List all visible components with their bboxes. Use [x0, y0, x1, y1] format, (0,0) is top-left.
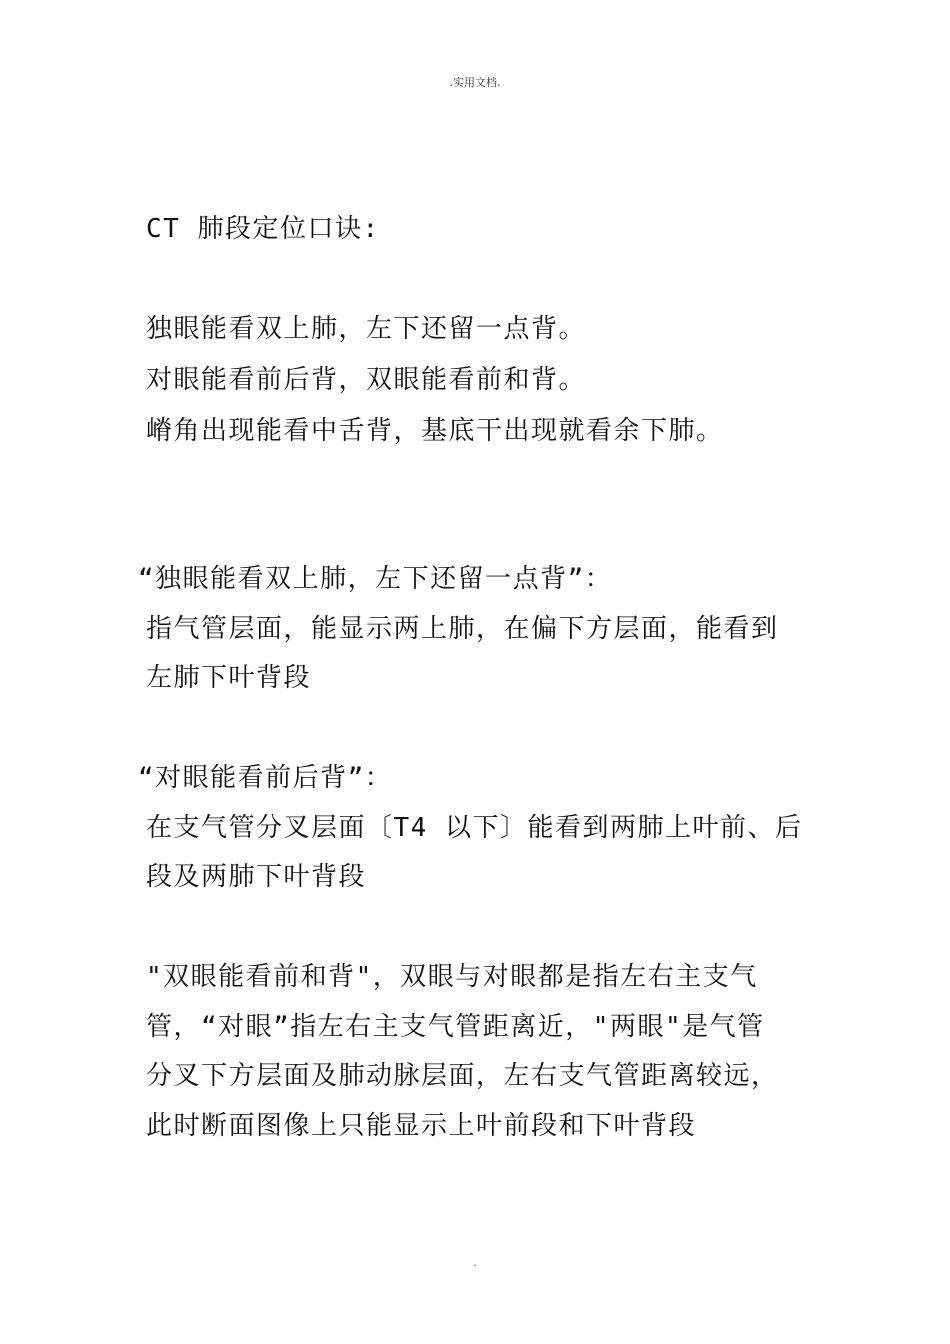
section3-text: 此时断面图像上只能显示上叶前段和下叶背段	[146, 1111, 697, 1141]
mnemonic-line: 对眼能看前后背，双眼能看前和背。	[146, 365, 587, 395]
section1-text: 指气管层面，能显示两上肺，在偏下方层面，能看到	[146, 614, 779, 644]
page-header: .实用文档.	[449, 76, 501, 89]
section2-text: 段及两肺下叶背段	[146, 862, 367, 892]
mnemonic-line: 嵴角出现能看中舌背，基底干出现就看余下肺。	[146, 416, 724, 446]
section1-text: 左肺下叶背段	[146, 663, 312, 693]
section3-text: 分叉下方层面及肺动脉层面，左右支气管距离较远，	[146, 1061, 779, 1091]
page-footer: .	[473, 1258, 477, 1269]
document-title: CT 肺段定位口诀:	[146, 214, 380, 244]
section2-text: 在支气管分叉层面〔T4 以下〕能看到两肺上叶前、后	[146, 813, 803, 843]
section1-heading: “独眼能看双上肺，左下还留一点背”：	[138, 564, 613, 594]
mnemonic-line: 独眼能看双上肺，左下还留一点背。	[146, 314, 587, 344]
section3-text: 管，“对眼”指左右主支气管距离近，"两眼"是气管	[146, 1012, 765, 1042]
section3-text: "双眼能看前和背"，双眼与对眼都是指左右主支气	[146, 962, 758, 992]
section2-heading: “对眼能看前后背”：	[138, 763, 393, 793]
